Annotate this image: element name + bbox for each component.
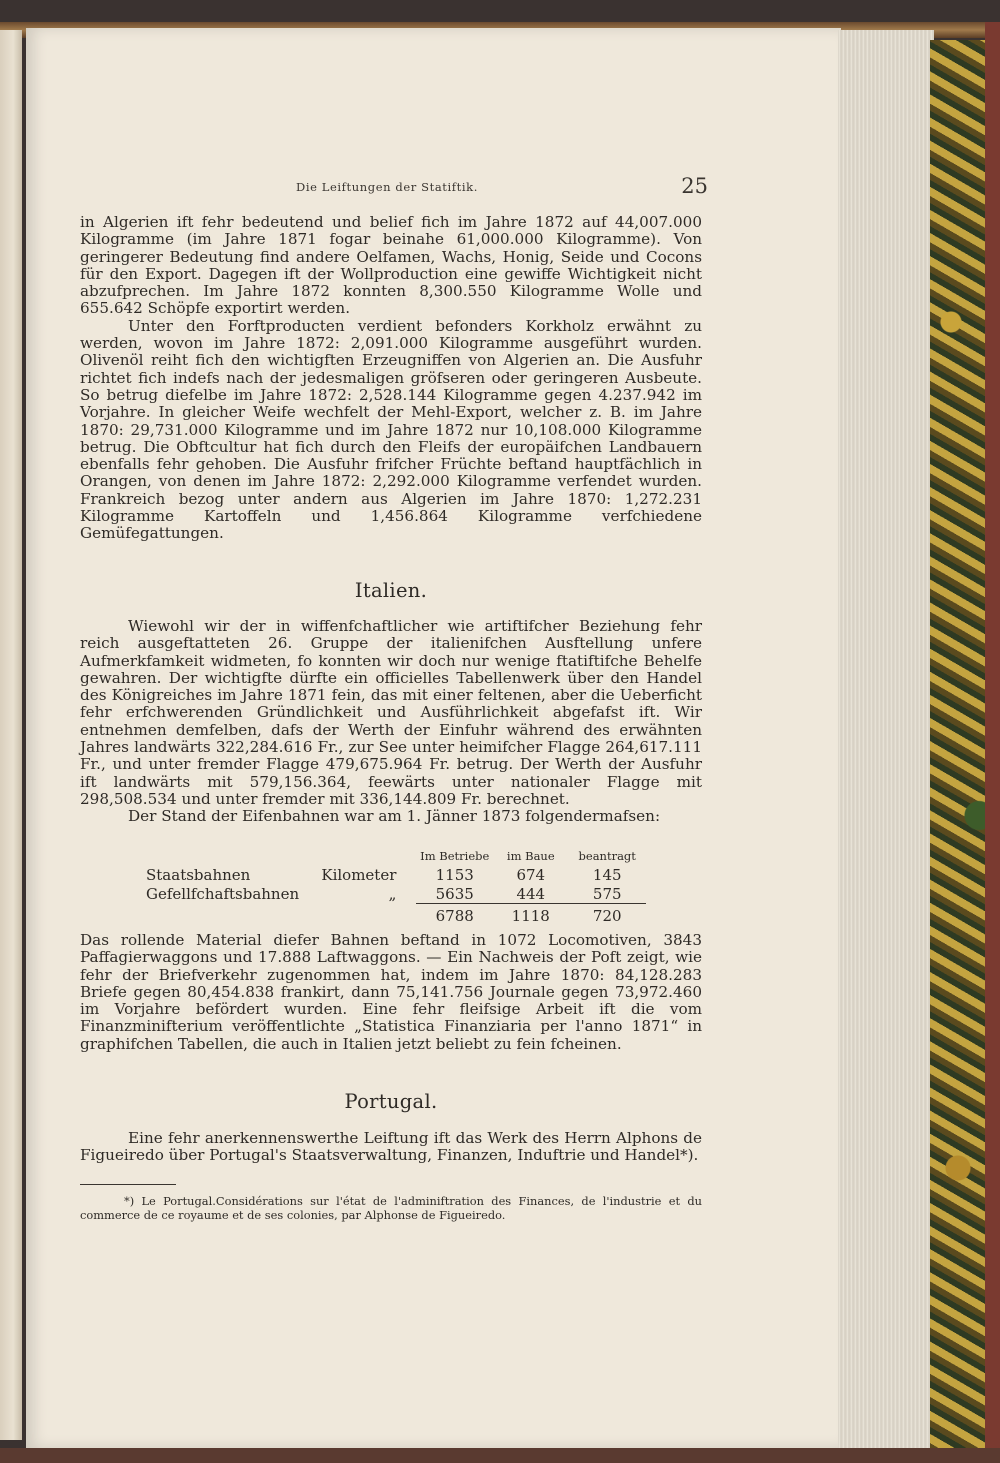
running-head: Die Leiftungen der Statiftik. [296, 180, 478, 194]
italien-text-continued [80, 932, 702, 1053]
railway-table [146, 848, 646, 925]
table-cell: 5635 [435, 884, 474, 903]
bottom-edge [0, 1448, 1000, 1463]
row-unit [299, 904, 416, 926]
section-heading-portugal: Portugal. [344, 1090, 438, 1113]
paragraph: Unter den Forftproducten verdient befonders Korkholz erwähnt zu werden, wovon im Jahre 1872: 2,091.000 Kilogramme ausgeführt wurden. Olivenöl reiht fich den wichtigften Erzeugniffen von Algerien an. Die Ausfuhr richtet fich indefs nach der jedesmaligen gröfseren oder geringeren Ausbeute. So betrug diefelbe im Jahre 1872: 2,528.144 Kilogramme gegen 4.237.942 im Vorjahre. In gleicher Weife wechfelt der Mehl-Export, welcher z. B. im Jahre 1870: 29,731.000 Kilogramme und im Jahre 1872 nur 10,108.000 Kilogramme betrug. Die Obftcultur hat fich durch den Fleifs der europäifchen Landbauern ebenfalls fehr gehoben. Die Ausfuhr frifcher Früchte beftand hauptfächlich in Orangen, von denen im Jahre 1872: 2,292.000 Kilogramme verfendet wurden. Frankreich bezog unter andern aus Algerien im Jahre 1870: 1,272.231 Kilogramme Kartoffeln und 1,456.864 Kilogramme verfchiedene Gemüfegattungen. [80, 316, 702, 543]
row-name: Staatsbahnen [146, 865, 251, 884]
total-cell: 6788 [416, 904, 493, 926]
row-unit: Kilometer [321, 865, 397, 884]
table-total-row [146, 904, 646, 926]
footnote-text: *) Le Portugal.Considérations sur l'état de l'adminiftration des Finances, de l'industrie et du commerce de ce royaume et de ses colonies, par Alphonse de Figueiredo. [80, 1194, 702, 1222]
italien-text [80, 618, 702, 826]
table-cell: 145 [592, 865, 622, 884]
table-header-cell: im Baue [506, 849, 555, 863]
page-header [296, 174, 708, 202]
paragraph: Wiewohl wir der in wiffenfchaftlicher wie artiftifcher Beziehung fehr reich ausgeftatteten 26. Gruppe der italienifchen Ausftellung unfere Aufmerkfamkeit widmeten, fo konnten wir doch nur wenige ftatiftifche Behelfe gewahren. Der wichtigfte dürfte ein officielles Tabellenwerk über den Handel des Königreiches im Jahre 1871 fein, das mit einer feltenen, aber die Ueberficht fehr erfchwerenden Gründlichkeit und Ausführlichkeit abgefafst ift. Wir entnehmen demfelben, dafs der Werth der Einfuhr während des erwähnten Jahres landwärts 322,284.616 Fr., zur See unter heimifcher Flagge 264,617.111 Fr., und unter fremder Flagge 479,675.964 Fr. betrug. Der Werth der Ausfuhr ift landwärts mit 579,156.364, feewärts unter nationaler Flagge mit 298,508.534 und unter fremder mit 336,144.809 Fr. berechnet. [80, 617, 702, 808]
table-cell: 1153 [435, 865, 474, 884]
paragraph: Der Stand der Eifenbahnen war am 1. Jänner 1873 folgendermafsen: [128, 807, 661, 826]
table-header-cell: beantragt [578, 849, 636, 863]
table-row [146, 865, 646, 884]
left-page-edge [0, 30, 22, 1440]
total-cell: 720 [568, 904, 646, 926]
section-heading-italien: Italien. [354, 579, 428, 602]
railway-table-grid [146, 848, 646, 925]
table-cell: 674 [516, 865, 546, 884]
footnote-rule [80, 1184, 176, 1185]
table-header-row [146, 848, 646, 865]
paragraph: in Algerien ift fehr bedeutend und belief fich im Jahre 1872 auf 44,007.000 Kilogramme (im Jahre 1871 fogar beinahe 61,000.000 Kilogramme). Von geringerer Bedeutung find andere Oelfamen, Wachs, Honig, Seide und Cocons für den Export. Dagegen ift der Wollproduction eine gewiffe Wichtigkeit nicht abzufprechen. Im Jahre 1872 konnten 8,300.550 Kilogramme Wolle und 655.642 Schöpfe exportirt werden. [80, 213, 702, 318]
row-unit: „ [388, 884, 397, 903]
page-leaves-edge [838, 30, 934, 1450]
table-header-cell [146, 848, 299, 865]
row-name: Gefellfchaftsbahnen [146, 884, 300, 903]
paragraph: Eine fehr anerkennenswerthe Leiftung ift das Werk des Herrn Alphons de Figueiredo über Portugal's Staatsverwaltung, Finanzen, Induftrie und Handel*). [80, 1129, 702, 1165]
table-cell: 444 [516, 884, 546, 903]
table-header-cell: Im Betriebe [420, 849, 490, 863]
table-cell: 575 [592, 884, 622, 903]
footnote [80, 1194, 702, 1222]
table-header-cell [299, 848, 416, 865]
page-number: 25 [681, 174, 708, 198]
portugal-text [80, 1130, 702, 1165]
table-row [146, 884, 646, 904]
paragraph: Das rollende Material diefer Bahnen beftand in 1072 Locomotiven, 3843 Paffagierwaggons und 17.888 Laftwaggons. — Ein Nachweis der Poft zeigt, wie fehr der Briefverkehr zugenommen hat, indem im Jahre 1870: 84,128.283 Briefe gegen 80,454.838 frankirt, dann 75,141.756 Journale gegen 73,972.460 im Vorjahre befördert wurden. Eine fehr fleifsige Arbeit ift die vom Finanzminifterium veröffentlichte „Statistica Finanziaria per l'anno 1871“ in graphifchen Tabellen, die auch in Italien jetzt beliebt zu fein fcheinen. [80, 931, 702, 1053]
total-cell: 1118 [493, 904, 568, 926]
row-name [146, 904, 299, 926]
algerien-text [80, 214, 702, 543]
book-binding [985, 22, 1000, 1463]
